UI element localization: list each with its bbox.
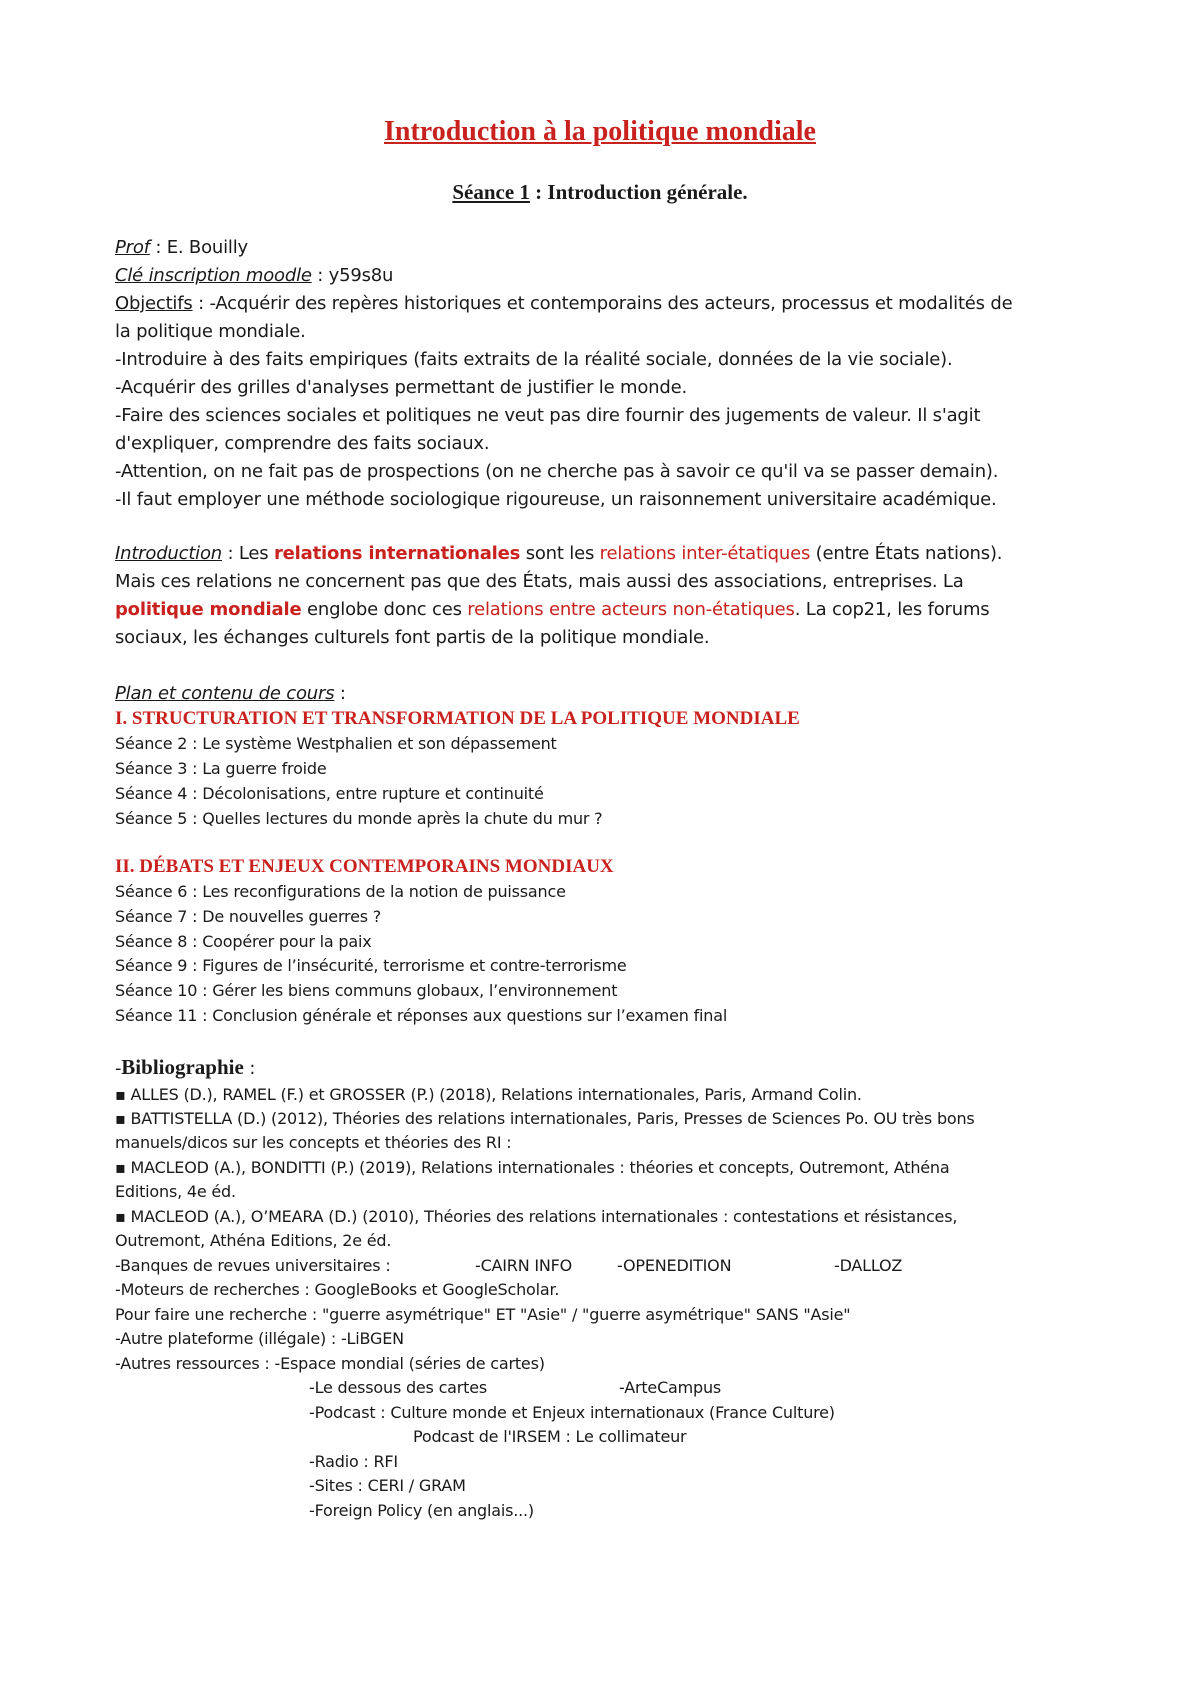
database-cairn: -CAIRN INFO: [475, 1256, 573, 1275]
bibliography-entry: manuels/dicos sur les concepts et théories des RI :: [115, 1133, 512, 1152]
prof-label: Prof: [115, 237, 150, 258]
document-title: Introduction à la politique mondiale: [383, 116, 816, 147]
session-item: Séance 3 : La guerre froide: [115, 759, 327, 778]
intro-line-1: Introduction : Les relations internationales sont les relations inter-étatiques (entre États nations).: [115, 543, 1003, 564]
objectives-line-1: Objectifs : -Acquérir des repères historiques et contemporains des acteurs, processus et modalités de: [115, 293, 1013, 314]
session-title: : Introduction générale.: [529, 180, 748, 204]
journal-databases-label: -Banques de revues universitaires :: [115, 1256, 391, 1275]
session-item: Séance 10 : Gérer les biens communs globaux, l’environnement: [115, 981, 618, 1000]
plan-heading: Plan et contenu de cours :: [115, 683, 346, 704]
bibliography-entry: ▪ MACLEOD (A.), BONDITTI (P.) (2019), Relations internationales : théories et concepts, Outremont, Athéna: [115, 1158, 950, 1177]
bibliography-heading: -Bibliographie :: [115, 1055, 256, 1079]
bibliography-entry: ▪ BATTISTELLA (D.) (2012), Théories des relations internationales, Paris, Presses de Sciences Po. OU très bons: [115, 1109, 975, 1128]
resource-foreign-policy: -Foreign Policy (en anglais...): [309, 1501, 534, 1520]
session-item: Séance 5 : Quelles lectures du monde après la chute du mur ?: [115, 809, 603, 828]
bibliography-entry: ▪ MACLEOD (A.), O’MEARA (D.) (2010), Théories des relations internationales : contestations et résistances,: [115, 1207, 958, 1226]
objectives-line: -Acquérir des grilles d'analyses permettant de justifier le monde.: [115, 377, 687, 398]
moodle-key-value: : y59s8u: [311, 265, 394, 286]
intro-line-3: politique mondiale englobe donc ces relations entre acteurs non-étatiques. La cop21, les forums: [115, 599, 990, 620]
session-item: Séance 2 : Le système Westphalien et son dépassement: [115, 734, 557, 753]
resource-radio: -Radio : RFI: [309, 1452, 398, 1471]
bibliography-entry: Editions, 4e éd.: [115, 1182, 236, 1201]
resource-artecampus: -ArteCampus: [619, 1378, 722, 1397]
objectives-line: -Introduire à des faits empiriques (faits extraits de la réalité sociale, données de la vie sociale).: [115, 349, 953, 370]
prof-line: [115, 237, 248, 258]
session-item: Séance 7 : De nouvelles guerres ?: [115, 907, 382, 926]
highlight-relations-inter-etatiques: relations inter-étatiques: [599, 543, 811, 564]
session-heading: [0, 180, 1200, 205]
resource-dessous-des-cartes: -Le dessous des cartes: [309, 1378, 488, 1397]
objectives-line: -Faire des sciences sociales et politiques ne veut pas dire fournir des jugements de valeur. Il s'agit: [115, 405, 981, 426]
resource-podcast: -Podcast : Culture monde et Enjeux internationaux (France Culture): [309, 1403, 835, 1422]
resource-podcast-irsem: Podcast de l'IRSEM : Le collimateur: [413, 1427, 687, 1446]
plan-label: Plan et contenu de cours: [115, 683, 335, 704]
moodle-key-label: Clé inscription moodle: [115, 265, 312, 286]
database-dalloz: -DALLOZ: [834, 1256, 903, 1275]
objectives-line: d'expliquer, comprendre des faits sociaux.: [115, 433, 490, 454]
database-openedition: -OPENEDITION: [617, 1256, 732, 1275]
section-heading-2: II. DÉBATS ET ENJEUX CONTEMPORAINS MONDIAUX: [115, 856, 614, 877]
search-engines-line: -Moteurs de recherches : GoogleBooks et GoogleScholar.: [115, 1280, 560, 1299]
session-item: Séance 6 : Les reconfigurations de la notion de puissance: [115, 882, 566, 901]
intro-line-2: Mais ces relations ne concernent pas que des États, mais aussi des associations, entreprises. La: [115, 571, 964, 592]
bibliography-label: Bibliographie: [121, 1055, 244, 1079]
objectives-line: -Attention, on ne fait pas de prospections (on ne cherche pas à savoir ce qu'il va se passer demain).: [115, 461, 999, 482]
section-heading-1: I. STRUCTURATION ET TRANSFORMATION DE LA POLITIQUE MONDIALE: [115, 708, 800, 729]
objectives-line: la politique mondiale.: [115, 321, 306, 342]
resource-sites: -Sites : CERI / GRAM: [309, 1476, 466, 1495]
session-item: Séance 9 : Figures de l’insécurité, terrorisme et contre-terrorisme: [115, 956, 627, 975]
bibliography-entry: ▪ ALLES (D.), RAMEL (F.) et GROSSER (P.) (2018), Relations internationales, Paris, Armand Colin.: [115, 1085, 862, 1104]
highlight-politique-mondiale: politique mondiale: [115, 599, 302, 620]
bibliography-entry: Outremont, Athéna Editions, 2e éd.: [115, 1231, 392, 1250]
search-tips-line: Pour faire une recherche : "guerre asymétrique" ET "Asie" / "guerre asymétrique" SANS "Asie": [115, 1305, 851, 1324]
session-item: Séance 8 : Coopérer pour la paix: [115, 932, 372, 951]
intro-label: Introduction: [115, 543, 222, 564]
moodle-key-line: [115, 265, 393, 286]
other-resources-line: -Autres ressources : -Espace mondial (séries de cartes): [115, 1354, 545, 1373]
intro-line-4: sociaux, les échanges culturels font partis de la politique mondiale.: [115, 627, 710, 648]
session-item: Séance 4 : Décolonisations, entre rupture et continuité: [115, 784, 544, 803]
objectives-line: -Il faut employer une méthode sociologique rigoureuse, un raisonnement universitaire académique.: [115, 489, 997, 510]
prof-value: : E. Bouilly: [149, 237, 248, 258]
highlight-relations-internationales: relations internationales: [274, 543, 521, 564]
highlight-acteurs-non-etatiques: relations entre acteurs non-étatiques: [467, 599, 795, 620]
objectives-label: Objectifs: [115, 293, 193, 314]
session-label: Séance 1: [452, 180, 530, 204]
session-item: Séance 11 : Conclusion générale et réponses aux questions sur l’examen final: [115, 1006, 728, 1025]
other-platform-line: -Autre plateforme (illégale) : -LiBGEN: [115, 1329, 404, 1348]
